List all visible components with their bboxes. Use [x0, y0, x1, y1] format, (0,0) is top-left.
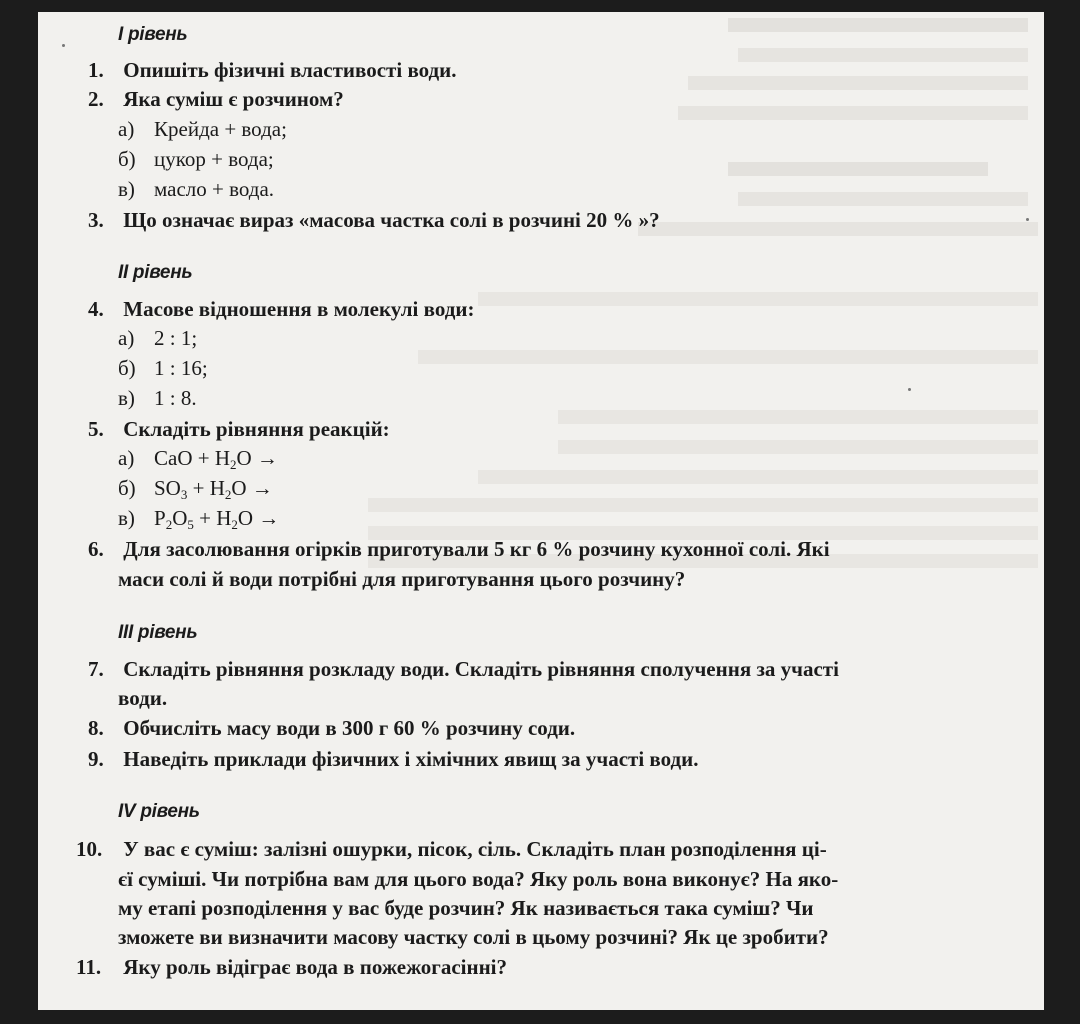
option-label: б): [118, 476, 136, 500]
question-number: 8.: [88, 716, 104, 740]
level-heading: IV рівень: [118, 801, 200, 822]
option-text: 1 : 8.: [154, 386, 197, 410]
question-text: Складіть рівняння розкладу води. Складіть рівняння сполучення за участі: [123, 657, 839, 681]
option-label: в): [118, 506, 135, 530]
question-text: Яка суміш є розчином?: [123, 87, 344, 111]
option-label: а): [118, 117, 135, 141]
option-label: а): [118, 326, 135, 350]
option-label: б): [118, 147, 136, 171]
speck: [908, 388, 911, 391]
question-6: [88, 537, 830, 562]
question-number: 1.: [88, 58, 104, 82]
question-7-continuation: води.: [118, 686, 168, 710]
question-number: 11.: [76, 955, 102, 979]
option-c: [118, 386, 197, 411]
question-10: [76, 837, 827, 862]
equation-a: [118, 446, 278, 471]
formula-subscript: 2: [230, 457, 237, 472]
speck: [62, 44, 65, 47]
formula-part: + H: [193, 506, 232, 530]
question-6-continuation: маси солі й води потрібні для приготування цього розчину?: [118, 567, 686, 591]
option-label: а): [118, 446, 135, 470]
formula-subscript: 5: [187, 517, 194, 532]
question-10-continuation: му етапі розподілення у вас буде розчин? Як називається така суміш? Чи: [118, 896, 814, 920]
formula-part: SO: [154, 476, 181, 500]
question-text: Масове відношення в молекулі води:: [123, 297, 475, 321]
question-number: 9.: [88, 747, 104, 771]
question-text: Опишіть фізичні властивості води.: [123, 58, 457, 82]
textbook-page: [38, 12, 1044, 1010]
question-10-continuation: єї суміші. Чи потрібна вам для цього вода? Яку роль вона виконує? На яко-: [118, 867, 839, 891]
option-a: [118, 117, 287, 142]
question-3: [88, 208, 660, 233]
option-text: цукор + вода;: [154, 147, 274, 171]
option-label: в): [118, 386, 135, 410]
question-4: [88, 297, 474, 322]
level-heading: I рівень: [118, 24, 188, 45]
question-number: 2.: [88, 87, 104, 111]
question-text: Для засолювання огірків приготували 5 кг 6 % розчину кухонної солі. Які: [123, 537, 830, 561]
question-number: 10.: [76, 837, 103, 861]
question-text: Обчисліть масу води в 300 г 60 % розчину соди.: [123, 716, 576, 740]
formula-part: P: [154, 506, 166, 530]
option-b: [118, 356, 208, 381]
question-11: [76, 955, 507, 980]
option-label: в): [118, 177, 135, 201]
question-number: 5.: [88, 417, 104, 441]
speck: [1026, 218, 1029, 221]
question-8: [88, 716, 575, 741]
question-number: 6.: [88, 537, 104, 561]
option-text: 1 : 16;: [154, 356, 208, 380]
question-number: 3.: [88, 208, 104, 232]
option-text: масло + вода.: [154, 177, 275, 201]
question-number: 7.: [88, 657, 104, 681]
question-9: [88, 747, 698, 772]
question-2: [88, 87, 344, 112]
question-text: Що означає вираз «масова частка солі в розчині 20 % »?: [123, 208, 660, 232]
question-7: [88, 657, 839, 682]
formula-subscript: 3: [180, 487, 188, 502]
option-label: б): [118, 356, 136, 380]
formula-part: CaO + H: [154, 446, 231, 470]
question-text: У вас є суміш: залізні ошурки, пісок, сіль. Складіть план розподілення ці-: [123, 837, 827, 861]
question-5: [88, 417, 390, 442]
formula-subscript: 2: [224, 487, 232, 502]
level-heading: III рівень: [118, 622, 198, 643]
option-b: [118, 147, 274, 172]
option-a: [118, 326, 197, 351]
option-text: 2 : 1;: [154, 326, 198, 350]
formula-part: O: [172, 506, 188, 530]
formula-subscript: 2: [165, 517, 173, 532]
question-1: [88, 58, 457, 83]
option-c: [118, 177, 274, 202]
question-text: Складіть рівняння реакцій:: [123, 417, 390, 441]
formula-part: O →: [231, 476, 273, 500]
level-heading: II рівень: [118, 262, 193, 283]
formula-part: O →: [236, 446, 278, 470]
equation-b: [118, 476, 273, 501]
option-text: Крейда + вода;: [154, 117, 287, 141]
formula-part: + H: [187, 476, 225, 500]
formula-part: O →: [237, 506, 280, 530]
equation-c: [118, 506, 279, 531]
formula-subscript: 2: [231, 517, 238, 532]
question-number: 4.: [88, 297, 104, 321]
question-text: Наведіть приклади фізичних і хімічних явищ за участі води.: [123, 747, 699, 771]
question-10-continuation: зможете ви визначити масову частку солі в цьому розчині? Як це зробити?: [118, 925, 829, 949]
question-text: Яку роль відіграє вода в пожежогасінні?: [123, 955, 508, 979]
